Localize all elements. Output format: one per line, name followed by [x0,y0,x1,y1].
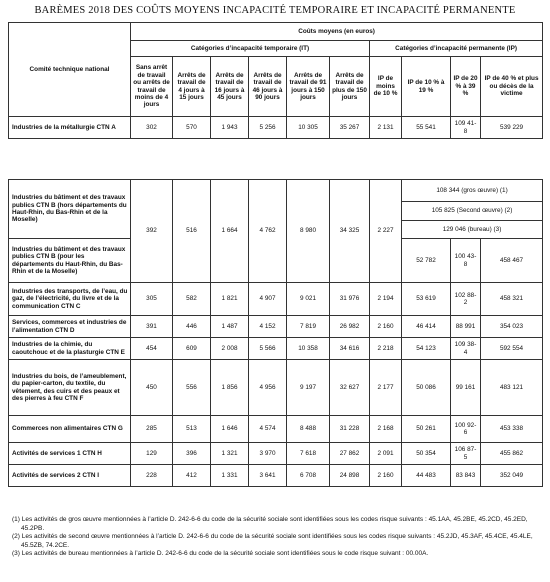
ctn-b-gros-oeuvre: 108 344 (gros œuvre) (1) [402,180,543,202]
cell: 26 982 [330,316,370,338]
cell: 4 907 [249,283,287,316]
cell: 539 229 [481,117,543,139]
col-header-it-2: Arrêts de travail de 4 jours à 15 jours [173,57,211,117]
cell: 10 358 [287,338,330,360]
cell: 8 980 [287,180,330,283]
cell: 24 898 [330,465,370,487]
col-header-it-5: Arrêts de travail de 91 jours à 150 jours [287,57,330,117]
row-label: Activités de services 1 CTN H [9,443,131,465]
page-title: BARÈMES 2018 DES COÛTS MOYENS INCAPACITÉ TEMPORAIRE ET INCAPACITÉ PERMANENTE [34,5,516,16]
row-label: Industries de la chimie, du caoutchouc et de la plasturgie CTN E [9,338,131,360]
footnote: (1) Les activités de gros œuvre mentionnées à l’article D. 242-6-6 du code de la sécurité sociale sont identifiées sous les codes risque suivants : 45.1AA, 45.2BE, 45.2CD, 45.2ED, 45.2PB. [12,516,528,532]
cell: 52 782 [402,239,451,283]
cell: 109 41-8 [451,117,481,139]
cell: 396 [173,443,211,465]
cell: 2 160 [370,316,402,338]
cell: 458 321 [481,283,543,316]
table-row [9,360,543,416]
cell: 100 92-6 [451,416,481,443]
cell: 129 [131,443,173,465]
cell: 4 152 [249,316,287,338]
row-label: Industries des transports, de l’eau, du gaz, de l’électricité, du livre et de la communication CTN C [9,283,131,316]
col-header-ip-3: IP de 20 % à 39 % [451,57,481,117]
table-row [9,416,543,443]
cell: 1 487 [211,316,249,338]
cell: 83 843 [451,465,481,487]
cell: 1 646 [211,416,249,443]
row-label: Industries de la métallurgie CTN A [9,117,131,139]
cell: 50 261 [402,416,451,443]
table-row [9,465,543,487]
table-body [9,283,543,487]
cell: 34 325 [330,180,370,283]
cell: 32 627 [330,360,370,416]
cell: 1 664 [211,180,249,283]
col-header-it-1: Sans arrêt de travail ou arrêts de travail de moins de 4 jours [131,57,173,117]
cell: 100 43-8 [451,239,481,283]
cell: 453 338 [481,416,543,443]
col-header-it-3: Arrêts de travail de 16 jours à 45 jours [211,57,249,117]
table-row [9,180,543,202]
table-row [9,443,543,465]
cell: 99 161 [451,360,481,416]
cell: 55 541 [402,117,451,139]
cell: 455 862 [481,443,543,465]
cell: 2 131 [370,117,402,139]
avg-costs-header: Coûts moyens (en euros) [131,23,543,41]
cell: 483 121 [481,360,543,416]
it-group-header: Catégories d’incapacité temporaire (IT) [131,41,370,57]
cell: 454 [131,338,173,360]
table-row [9,117,543,139]
col-header-it-4: Arrêts de travail de 46 jours à 90 jours [249,57,287,117]
cell: 3 641 [249,465,287,487]
cell: 302 [131,117,173,139]
cell: 516 [173,180,211,283]
cell: 285 [131,416,173,443]
cell: 10 305 [287,117,330,139]
cell: 2 168 [370,416,402,443]
cell: 46 414 [402,316,451,338]
table-row [9,316,543,338]
footnotes [12,516,542,559]
cell: 4 956 [249,360,287,416]
ip-group-header: Catégories d’incapacité permanente (IP) [370,41,543,57]
cell: 2 227 [370,180,402,283]
cell: 592 554 [481,338,543,360]
cell: 6 708 [287,465,330,487]
cell: 27 862 [330,443,370,465]
committee-header: Comité technique national [9,23,131,117]
cell: 53 619 [402,283,451,316]
cell: 2 177 [370,360,402,416]
cell: 412 [173,465,211,487]
cell: 106 87-5 [451,443,481,465]
cell: 102 88-2 [451,283,481,316]
col-header-it-6: Arrêts de travail de plus de 150 jours [330,57,370,117]
cell: 31 976 [330,283,370,316]
footnote: (3) Les activités de bureau mentionnées à l’article D. 242-6-6 du code de la sécurité sociale sont identifiées sous le code risque suivant : 00.00A. [12,550,429,558]
footnote: (2) Les activités de second œuvre mentionnées à l’article D. 242-6-6 du code de la sécurité sociale sont identifiées sous les codes risque suivants : 45.2JD, 45.3AF, 45.4CE, 45.4LE, 45.5ZB, 74.2CE. [12,533,533,549]
cell: 450 [131,360,173,416]
cell: 5 256 [249,117,287,139]
cell: 392 [131,180,173,283]
cell: 4 574 [249,416,287,443]
cell: 1 943 [211,117,249,139]
cell: 354 023 [481,316,543,338]
col-header-ip-1: IP de moins de 10 % [370,57,402,117]
ctn-b-bureau: 129 046 (bureau) (3) [402,221,543,239]
header-table [8,22,543,139]
cell: 2 218 [370,338,402,360]
cell: 2 008 [211,338,249,360]
cell: 8 488 [287,416,330,443]
cell: 1 821 [211,283,249,316]
cell: 446 [173,316,211,338]
cell: 9 021 [287,283,330,316]
row-label: Industries du bois, de l’ameublement, du papier-carton, du textile, du vêtement, des cuirs et des peaux et des pierres à feu CTN F [9,360,131,416]
cell: 31 228 [330,416,370,443]
cell: 1 331 [211,465,249,487]
table-row [9,283,543,316]
cell: 34 616 [330,338,370,360]
cell: 50 354 [402,443,451,465]
cell: 582 [173,283,211,316]
cell: 1 321 [211,443,249,465]
cell: 1 856 [211,360,249,416]
cell: 5 566 [249,338,287,360]
cell: 570 [173,117,211,139]
cell: 305 [131,283,173,316]
cell: 44 483 [402,465,451,487]
cell: 228 [131,465,173,487]
data-table [8,179,543,487]
cell: 391 [131,316,173,338]
cell: 54 123 [402,338,451,360]
cell: 109 38-4 [451,338,481,360]
cell: 3 970 [249,443,287,465]
row-label: Activités de services 2 CTN I [9,465,131,487]
ctn-b-second-oeuvre: 105 825 (Second œuvre) (2) [402,202,543,221]
cell: 458 467 [481,239,543,283]
cell: 2 091 [370,443,402,465]
cell: 88 991 [451,316,481,338]
col-header-ip-4: IP de 40 % et plus ou décès de la victime [481,57,543,117]
row-label: Services, commerces et industries de l’alimentation CTN D [9,316,131,338]
row-label-ctn-b-2: Industries du bâtiment et des travaux publics CTN B (pour les départements du Haut-Rhin, du Bas-Rhin et de la Moselle) [9,239,131,283]
cell: 50 086 [402,360,451,416]
row-label-ctn-b-1: Industries du bâtiment et des travaux publics CTN B (hors départements du Haut-Rhin, du Bas-Rhin et de la Moselle) [9,180,131,239]
cell: 7 819 [287,316,330,338]
cell: 2 194 [370,283,402,316]
col-header-ip-2: IP de 10 % à 19 % [402,57,451,117]
table-row [9,338,543,360]
row-label: Commerces non alimentaires CTN G [9,416,131,443]
cell: 609 [173,338,211,360]
cell: 9 197 [287,360,330,416]
cell: 4 762 [249,180,287,283]
cell: 35 267 [330,117,370,139]
cell: 2 160 [370,465,402,487]
cell: 352 049 [481,465,543,487]
cell: 7 618 [287,443,330,465]
cell: 513 [173,416,211,443]
cell: 556 [173,360,211,416]
